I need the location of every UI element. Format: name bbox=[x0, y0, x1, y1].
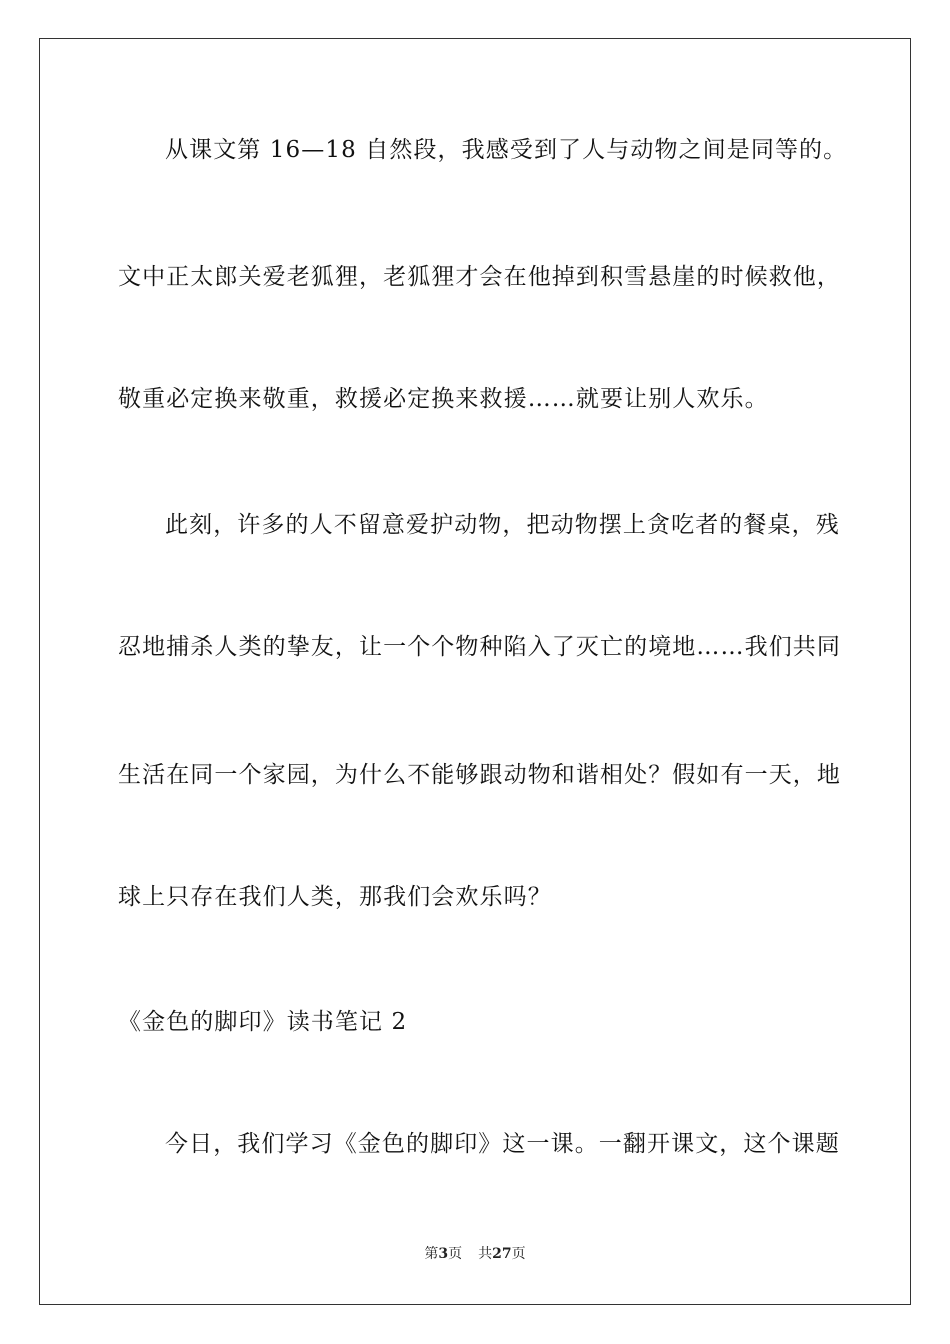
footer-total-prefix: 共 bbox=[478, 1246, 493, 1262]
text-line: 今日，我们学习《金色的脚印》这一课。一翻开课文，这个课题 bbox=[165, 1131, 840, 1157]
text-line: 敬重必定换来敬重，救援必定换来救援……就要让别人欢乐。 bbox=[118, 386, 769, 412]
footer-prefix: 第 bbox=[424, 1246, 439, 1262]
text-line: 球上只存在我们人类，那我们会欢乐吗？ bbox=[118, 884, 552, 910]
footer-total-pages: 27 bbox=[492, 1246, 512, 1262]
text-line: 此刻，许多的人不留意爱护动物，把动物摆上贪吃者的餐桌，残 bbox=[165, 512, 840, 538]
text-line: 从课文第 16—18 自然段，我感受到了人与动物之间是同等的。 bbox=[165, 137, 848, 163]
page-border bbox=[39, 38, 911, 1305]
text-line: 文中正太郎关爱老狐狸，老狐狸才会在他掉到积雪悬崖的时候救他， bbox=[118, 264, 841, 290]
footer-page-unit: 页 bbox=[448, 1246, 463, 1262]
footer-page-number: 3 bbox=[438, 1246, 449, 1262]
section-heading: 《金色的脚印》读书笔记 2 bbox=[118, 1009, 408, 1035]
page-footer bbox=[0, 1244, 950, 1264]
footer-total-unit: 页 bbox=[511, 1246, 526, 1262]
text-line: 忍地捕杀人类的挚友，让一个个物种陷入了灭亡的境地……我们共同 bbox=[118, 634, 841, 660]
text-line: 生活在同一个家园，为什么不能够跟动物和谐相处？假如有一天，地 bbox=[118, 762, 841, 788]
